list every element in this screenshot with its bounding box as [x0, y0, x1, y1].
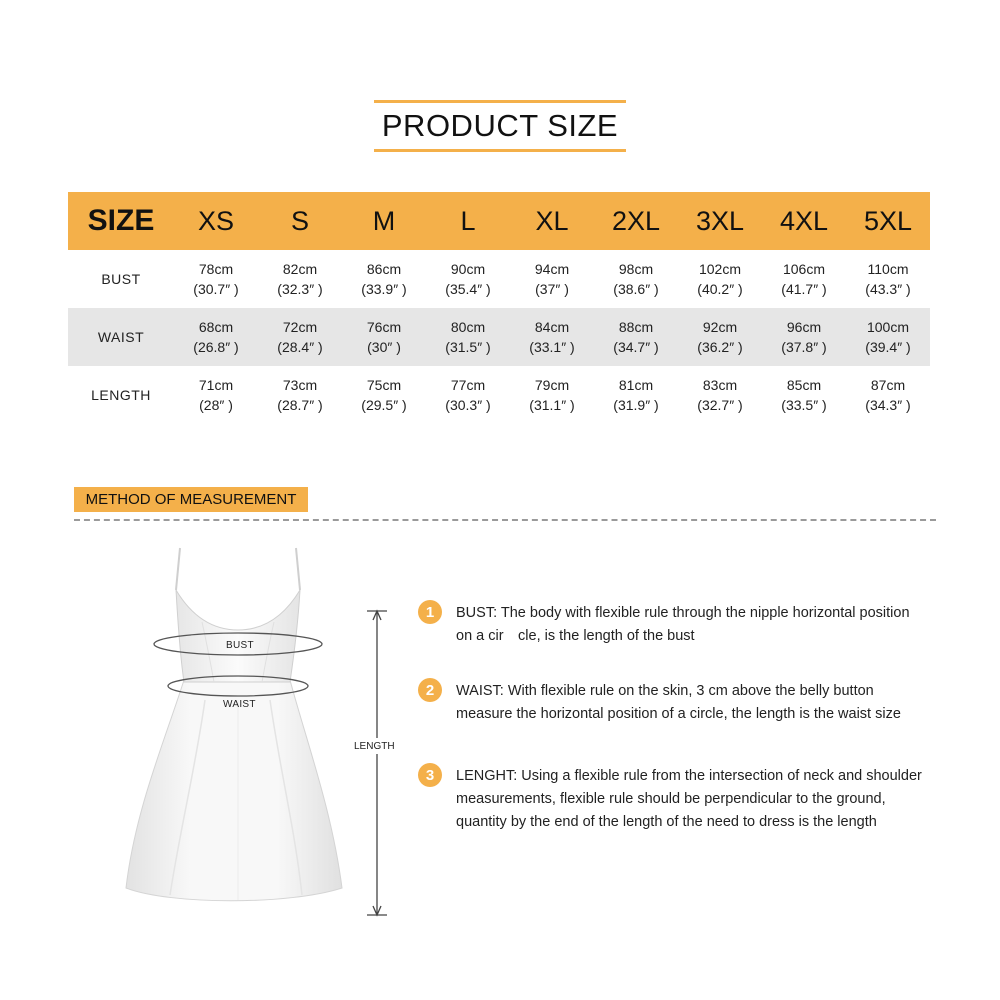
size-header: XL	[535, 205, 569, 236]
table-cell	[510, 317, 594, 357]
cm-value: 85cm	[786, 377, 822, 393]
cm-value: 92cm	[702, 319, 738, 335]
table-row-bust	[68, 250, 930, 308]
table-cell	[426, 375, 510, 415]
row-label: BUST	[101, 271, 141, 287]
table-row-length	[68, 366, 930, 424]
instruction-step-1	[418, 602, 938, 648]
inch-value: (28.7″ )	[277, 397, 323, 413]
table-cell	[342, 317, 426, 357]
table-cell	[258, 317, 342, 357]
bust-label: BUST	[226, 640, 254, 651]
size-header: XS	[197, 205, 235, 236]
dress-illustration	[110, 540, 350, 920]
cm-value: 86cm	[366, 261, 402, 277]
row-label: LENGTH	[91, 387, 151, 403]
inch-value: (30″ )	[367, 339, 401, 355]
table-cell	[594, 375, 678, 415]
cm-value: 84cm	[534, 319, 570, 335]
cm-value: 106cm	[782, 261, 826, 277]
step-text: BUST: The body with flexible rule through the nipple horizontal position on a cir cle, is the length of the bust	[456, 605, 910, 644]
inch-value: (32.7″ )	[697, 397, 743, 413]
method-heading: METHOD OF MEASUREMENT	[74, 487, 308, 512]
cm-value: 110cm	[867, 261, 909, 277]
size-header: 5XL	[863, 205, 913, 236]
inch-value: (30.7″ )	[193, 281, 239, 297]
table-cell	[678, 317, 762, 357]
cm-value: 75cm	[366, 377, 402, 393]
cm-value: 73cm	[282, 377, 318, 393]
inch-value: (26.8″ )	[193, 339, 239, 355]
cm-value: 87cm	[870, 377, 906, 393]
length-ruler	[362, 608, 392, 920]
step-text: WAIST: With flexible rule on the skin, 3 cm above the belly button measure the horizontal position of a circle, the length is the waist size	[456, 683, 901, 722]
cm-value: 68cm	[198, 319, 234, 335]
inch-value: (38.6″ )	[613, 281, 659, 297]
table-cell	[762, 375, 846, 415]
table-cell	[846, 259, 930, 299]
table-cell	[258, 375, 342, 415]
table-cell	[174, 317, 258, 357]
inch-value: (39.4″ )	[865, 339, 911, 355]
table-cell	[678, 259, 762, 299]
inch-value: (36.2″ )	[697, 339, 743, 355]
instruction-step-2	[418, 680, 938, 726]
cm-value: 77cm	[450, 377, 486, 393]
cm-value: 83cm	[702, 377, 738, 393]
inch-value: (30.3″ )	[445, 397, 491, 413]
table-cell	[678, 375, 762, 415]
table-cell	[426, 317, 510, 357]
table-cell	[762, 317, 846, 357]
inch-value: (34.3″ )	[865, 397, 911, 413]
cm-value: 102cm	[698, 261, 742, 277]
table-row-waist	[68, 308, 930, 366]
cm-value: 81cm	[618, 377, 654, 393]
cm-value: 98cm	[618, 261, 654, 277]
inch-value: (33.5″ )	[781, 397, 827, 413]
cm-value: 96cm	[786, 319, 822, 335]
table-cell	[762, 259, 846, 299]
cm-value: 71cm	[198, 377, 234, 393]
table-cell	[174, 259, 258, 299]
table-cell	[846, 317, 930, 357]
inch-value: (33.1″ )	[529, 339, 575, 355]
table-cell	[594, 259, 678, 299]
size-header: 3XL	[695, 205, 745, 236]
table-cell	[594, 317, 678, 357]
inch-value: (41.7″ )	[781, 281, 827, 297]
table-cell	[174, 375, 258, 415]
table-cell	[342, 375, 426, 415]
row-label: WAIST	[97, 329, 145, 345]
waist-label: WAIST	[223, 699, 256, 710]
inch-value: (40.2″ )	[697, 281, 743, 297]
cm-value: 72cm	[282, 319, 318, 335]
cm-value: 100cm	[866, 319, 910, 335]
table-header-row	[68, 192, 930, 250]
inch-value: (29.5″ )	[361, 397, 407, 413]
size-header: 2XL	[611, 205, 661, 236]
table-cell	[846, 375, 930, 415]
inch-value: (34.7″ )	[613, 339, 659, 355]
divider	[74, 519, 936, 521]
length-label: LENGTH	[354, 741, 395, 752]
cm-value: 76cm	[366, 319, 402, 335]
size-header: M	[372, 205, 396, 236]
inch-value: (31.5″ )	[445, 339, 491, 355]
inch-value: (31.9″ )	[613, 397, 659, 413]
size-table	[68, 192, 930, 424]
inch-value: (28″ )	[199, 397, 233, 413]
inch-value: (31.1″ )	[529, 397, 575, 413]
cm-value: 88cm	[618, 319, 654, 335]
step-number-badge: 1	[418, 600, 442, 624]
header-label: SIZE	[87, 204, 155, 237]
inch-value: (33.9″ )	[361, 281, 407, 297]
inch-value: (32.3″ )	[277, 281, 323, 297]
inch-value: (43.3″ )	[865, 281, 911, 297]
cm-value: 78cm	[198, 261, 234, 277]
title-banner	[374, 100, 626, 152]
inch-value: (37.8″ )	[781, 339, 827, 355]
cm-value: 80cm	[450, 319, 486, 335]
step-number-badge: 2	[418, 678, 442, 702]
inch-value: (28.4″ )	[277, 339, 323, 355]
cm-value: 94cm	[534, 261, 570, 277]
size-header: 4XL	[779, 205, 829, 236]
cm-value: 79cm	[534, 377, 570, 393]
page-title: PRODUCT SIZE	[381, 108, 619, 143]
inch-value: (35.4″ )	[445, 281, 491, 297]
table-cell	[258, 259, 342, 299]
cm-value: 82cm	[282, 261, 318, 277]
instruction-step-3	[418, 765, 938, 834]
cm-value: 90cm	[450, 261, 486, 277]
table-cell	[510, 259, 594, 299]
step-text: LENGHT: Using a flexible rule from the intersection of neck and shoulder measurements, flexible rule should be perpendicular to the ground, quantity by the end of the length of the need to dress is the length	[456, 768, 922, 830]
size-header: L	[460, 205, 476, 236]
table-cell	[342, 259, 426, 299]
step-number-badge: 3	[418, 763, 442, 787]
table-cell	[426, 259, 510, 299]
table-cell	[510, 375, 594, 415]
size-header: S	[290, 205, 309, 236]
inch-value: (37″ )	[535, 281, 569, 297]
